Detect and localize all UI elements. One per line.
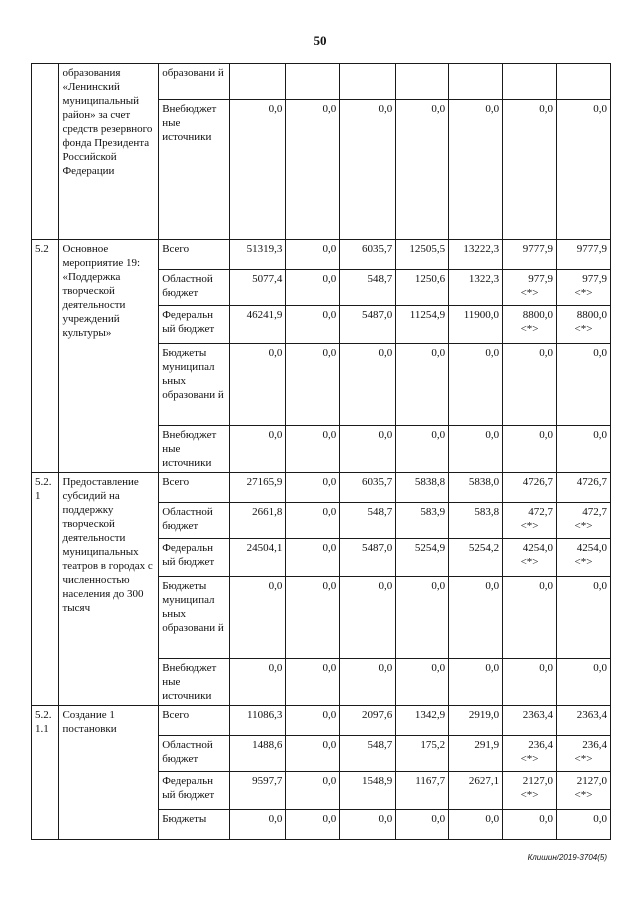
amount-cell [340, 736, 396, 772]
amount-value: 2363,4 [522, 709, 553, 721]
amount-cell [230, 306, 286, 344]
amount-cell [503, 270, 557, 306]
amount-cell [230, 473, 286, 503]
amount-cell [340, 810, 396, 840]
amount-cell [286, 503, 340, 539]
amount-cell [503, 772, 557, 810]
amount-value: 6035,7 [361, 243, 393, 255]
amount-value: 0,0 [378, 813, 393, 825]
amount-value: 0,0 [485, 103, 500, 115]
amount-value: 0,0 [485, 580, 500, 592]
amount-cell [340, 503, 396, 539]
budget-table [31, 63, 611, 840]
amount-cell [503, 64, 557, 100]
footnote-mark: <*> [520, 753, 539, 765]
amount-value: 0,0 [431, 103, 446, 115]
amount-value: 4254,0 [522, 542, 553, 554]
amount-value: 5487,0 [361, 542, 393, 554]
funding-source: Бюджеты [159, 810, 230, 840]
amount-cell [396, 706, 449, 736]
amount-cell [286, 539, 340, 577]
amount-value: 0,0 [539, 347, 553, 359]
amount-cell [340, 659, 396, 706]
funding-source: Областной бюджет [159, 503, 230, 539]
amount-value: 548,7 [367, 273, 393, 285]
footnote-mark: <*> [520, 520, 539, 532]
amount-cell [340, 539, 396, 577]
amount-cell [286, 772, 340, 810]
item-name: Создание 1 постановки [59, 706, 159, 840]
amount-value: 0,0 [378, 580, 393, 592]
amount-value: 0,0 [539, 429, 553, 441]
funding-source: Всего [159, 473, 230, 503]
amount-cell [340, 473, 396, 503]
amount-cell [230, 706, 286, 736]
amount-value: 0,0 [593, 103, 607, 115]
amount-value: 472,7 [582, 506, 607, 518]
amount-value: 0,0 [322, 542, 337, 554]
amount-cell [230, 426, 286, 473]
amount-cell [503, 503, 557, 539]
amount-cell [556, 706, 610, 736]
table-row [32, 240, 611, 270]
amount-cell [396, 473, 449, 503]
amount-cell [340, 344, 396, 426]
amount-cell [286, 706, 340, 736]
amount-cell [396, 240, 449, 270]
amount-cell [503, 344, 557, 426]
amount-value: 0,0 [378, 662, 393, 674]
amount-cell [396, 736, 449, 772]
amount-cell [286, 426, 340, 473]
amount-value: 236,4 [582, 739, 607, 751]
amount-value: 0,0 [485, 347, 500, 359]
amount-value: 583,9 [420, 506, 446, 518]
amount-value: 0,0 [268, 103, 283, 115]
amount-value: 2097,6 [361, 709, 393, 721]
amount-cell [340, 306, 396, 344]
amount-value: 0,0 [431, 662, 446, 674]
amount-value: 1250,6 [414, 273, 446, 285]
amount-value: 0,0 [431, 347, 446, 359]
amount-cell [556, 503, 610, 539]
amount-cell [556, 344, 610, 426]
amount-value: 11254,9 [409, 309, 446, 321]
amount-cell [449, 473, 503, 503]
amount-value: 0,0 [322, 580, 337, 592]
amount-value: 1322,3 [468, 273, 500, 285]
amount-value: 2627,1 [468, 775, 500, 787]
amount-cell [449, 503, 503, 539]
amount-value: 1342,9 [414, 709, 446, 721]
amount-cell [556, 772, 610, 810]
footnote-mark: <*> [574, 789, 593, 801]
footnote-mark: <*> [574, 556, 593, 568]
footnote-mark: <*> [574, 520, 593, 532]
amount-value: 175,2 [420, 739, 446, 751]
amount-cell [286, 659, 340, 706]
amount-value: 0,0 [378, 429, 393, 441]
amount-cell [449, 539, 503, 577]
amount-value: 0,0 [322, 775, 337, 787]
amount-cell [340, 426, 396, 473]
amount-cell [556, 473, 610, 503]
amount-value: 0,0 [322, 309, 337, 321]
amount-cell [230, 64, 286, 100]
amount-value: 5077,4 [252, 273, 283, 285]
amount-cell [503, 240, 557, 270]
amount-cell [503, 706, 557, 736]
amount-cell [286, 306, 340, 344]
amount-value: 0,0 [378, 103, 393, 115]
amount-cell [556, 270, 610, 306]
amount-value: 46241,9 [246, 309, 283, 321]
amount-cell [340, 100, 396, 240]
footnote-mark: <*> [520, 789, 539, 801]
item-number: 5.2. 1.1 [32, 706, 59, 840]
amount-cell [503, 100, 557, 240]
amount-value: 4254,0 [576, 542, 607, 554]
amount-cell [230, 503, 286, 539]
amount-cell [230, 659, 286, 706]
amount-cell [449, 344, 503, 426]
amount-value: 2661,8 [252, 506, 283, 518]
amount-cell [286, 64, 340, 100]
amount-cell [449, 306, 503, 344]
amount-value: 1488,6 [252, 739, 283, 751]
amount-value: 12505,5 [409, 243, 446, 255]
amount-cell [396, 577, 449, 659]
funding-source: Внебюджет ные источники [159, 659, 230, 706]
amount-value: 0,0 [378, 347, 393, 359]
table-body [32, 64, 611, 840]
funding-source: Бюджеты муниципал ьных образовани й [159, 577, 230, 659]
amount-cell [449, 100, 503, 240]
amount-value: 5487,0 [361, 309, 393, 321]
amount-cell [286, 473, 340, 503]
amount-cell [340, 772, 396, 810]
amount-cell [503, 810, 557, 840]
amount-value: 0,0 [322, 273, 337, 285]
amount-cell [340, 64, 396, 100]
footnote-mark: <*> [520, 287, 539, 299]
amount-cell [503, 539, 557, 577]
amount-cell [230, 810, 286, 840]
amount-value: 0,0 [593, 347, 607, 359]
amount-cell [503, 736, 557, 772]
amount-cell [396, 306, 449, 344]
amount-cell [340, 577, 396, 659]
item-number [32, 64, 59, 240]
amount-value: 8800,0 [522, 309, 553, 321]
amount-value: 0,0 [593, 813, 607, 825]
amount-value: 2127,0 [576, 775, 607, 787]
amount-cell [340, 240, 396, 270]
amount-cell [340, 706, 396, 736]
amount-value: 0,0 [322, 506, 337, 518]
amount-value: 4726,7 [576, 476, 607, 488]
amount-value: 8800,0 [576, 309, 607, 321]
amount-cell [396, 659, 449, 706]
amount-value: 0,0 [485, 813, 500, 825]
table-row [32, 473, 611, 503]
amount-value: 1548,9 [361, 775, 393, 787]
amount-cell [503, 659, 557, 706]
amount-value: 5838,0 [468, 476, 500, 488]
amount-value: 4726,7 [522, 476, 553, 488]
amount-value: 236,4 [528, 739, 553, 751]
amount-cell [556, 306, 610, 344]
amount-cell [230, 577, 286, 659]
amount-value: 51319,3 [246, 243, 283, 255]
amount-cell [286, 240, 340, 270]
funding-source: образовани й [159, 64, 230, 100]
amount-cell [556, 100, 610, 240]
amount-cell [286, 344, 340, 426]
funding-source: Внебюджет ные источники [159, 426, 230, 473]
amount-cell [286, 736, 340, 772]
amount-cell [556, 64, 610, 100]
funding-source: Бюджеты муниципал ьных образовани й [159, 344, 230, 426]
amount-cell [286, 577, 340, 659]
amount-cell [230, 772, 286, 810]
amount-value: 0,0 [485, 429, 500, 441]
amount-value: 9777,9 [576, 243, 607, 255]
amount-value: 0,0 [539, 813, 553, 825]
amount-value: 0,0 [322, 476, 337, 488]
amount-cell [230, 736, 286, 772]
amount-value: 9597,7 [252, 775, 283, 787]
amount-value: 0,0 [431, 580, 446, 592]
amount-value: 6035,7 [361, 476, 393, 488]
amount-value: 0,0 [322, 709, 337, 721]
funding-source: Федеральн ый бюджет [159, 772, 230, 810]
amount-value: 2127,0 [522, 775, 553, 787]
amount-cell [286, 810, 340, 840]
item-name: Предоставление субсидий на поддержку творческой деятельности муниципальных театров в городах с численностью населения до 300 тысяч [59, 473, 159, 706]
amount-value: 472,7 [528, 506, 553, 518]
amount-value: 9777,9 [522, 243, 553, 255]
funding-source: Областной бюджет [159, 736, 230, 772]
table-row [32, 706, 611, 736]
funding-source: Всего [159, 706, 230, 736]
amount-cell [556, 240, 610, 270]
amount-value: 0,0 [322, 347, 337, 359]
page-number: 50 [313, 33, 327, 48]
amount-value: 0,0 [539, 580, 553, 592]
amount-cell [396, 426, 449, 473]
amount-value: 0,0 [322, 429, 337, 441]
amount-value: 5254,9 [414, 542, 446, 554]
amount-value: 0,0 [322, 739, 337, 751]
amount-value: 977,9 [528, 273, 553, 285]
table-row [32, 64, 611, 100]
amount-cell [556, 426, 610, 473]
amount-value: 0,0 [485, 662, 500, 674]
footnote-mark: <*> [574, 323, 593, 335]
amount-cell [396, 270, 449, 306]
amount-value: 1167,7 [415, 775, 446, 787]
amount-cell [503, 577, 557, 659]
amount-cell [449, 810, 503, 840]
amount-cell [449, 736, 503, 772]
amount-cell [556, 736, 610, 772]
footnote-mark: <*> [520, 556, 539, 568]
amount-cell [230, 539, 286, 577]
funding-source: Областной бюджет [159, 270, 230, 306]
amount-cell [556, 577, 610, 659]
amount-cell [449, 577, 503, 659]
amount-cell [449, 426, 503, 473]
item-number: 5.2. 1 [32, 473, 59, 706]
amount-value: 2919,0 [468, 709, 500, 721]
item-name: образования «Ленинский муниципальный район» за счет средств резервного фонда Президента Российской Федерации [59, 64, 159, 240]
amount-value: 0,0 [322, 813, 337, 825]
amount-cell [556, 659, 610, 706]
amount-cell [556, 539, 610, 577]
amount-value: 583,8 [474, 506, 500, 518]
amount-cell [503, 426, 557, 473]
amount-cell [286, 100, 340, 240]
amount-cell [503, 306, 557, 344]
footnote-mark: <*> [520, 323, 539, 335]
funding-source: Федеральн ый бюджет [159, 306, 230, 344]
amount-value: 0,0 [593, 662, 607, 674]
funding-source: Внебюджет ные источники [159, 100, 230, 240]
amount-value: 5838,8 [414, 476, 446, 488]
amount-cell [396, 539, 449, 577]
amount-cell [396, 344, 449, 426]
amount-cell [396, 100, 449, 240]
amount-value: 0,0 [539, 103, 553, 115]
amount-value: 11086,3 [247, 709, 283, 721]
amount-value: 0,0 [322, 662, 337, 674]
amount-cell [230, 344, 286, 426]
amount-cell [396, 810, 449, 840]
amount-value: 0,0 [268, 580, 283, 592]
amount-cell [449, 772, 503, 810]
item-number: 5.2 [32, 240, 59, 473]
amount-value: 0,0 [539, 662, 553, 674]
amount-value: 0,0 [431, 813, 446, 825]
amount-cell [230, 240, 286, 270]
amount-cell [449, 64, 503, 100]
amount-cell [230, 100, 286, 240]
amount-cell [396, 772, 449, 810]
footer-code: Клишин/2019-3704(5) [527, 853, 607, 862]
amount-cell [556, 810, 610, 840]
amount-value: 291,9 [474, 739, 500, 751]
amount-value: 0,0 [268, 662, 283, 674]
amount-cell [449, 706, 503, 736]
amount-cell [449, 659, 503, 706]
amount-cell [286, 270, 340, 306]
amount-value: 27165,9 [246, 476, 283, 488]
amount-value: 0,0 [431, 429, 446, 441]
footnote-mark: <*> [574, 287, 593, 299]
amount-cell [396, 503, 449, 539]
amount-cell [340, 270, 396, 306]
amount-value: 0,0 [268, 429, 283, 441]
amount-value: 13222,3 [463, 243, 500, 255]
amount-cell [503, 473, 557, 503]
amount-cell [449, 240, 503, 270]
amount-value: 0,0 [268, 347, 283, 359]
amount-value: 548,7 [367, 506, 393, 518]
amount-cell [230, 270, 286, 306]
amount-value: 0,0 [322, 103, 337, 115]
amount-value: 11900,0 [463, 309, 500, 321]
amount-value: 0,0 [322, 243, 337, 255]
item-name: Основное мероприятие 19: «Поддержка творческой деятельности учреждений культуры» [59, 240, 159, 473]
amount-value: 977,9 [582, 273, 607, 285]
amount-value: 0,0 [593, 429, 607, 441]
amount-value: 2363,4 [576, 709, 607, 721]
funding-source: Всего [159, 240, 230, 270]
amount-cell [449, 270, 503, 306]
amount-value: 5254,2 [468, 542, 500, 554]
amount-value: 0,0 [593, 580, 607, 592]
amount-value: 0,0 [268, 813, 283, 825]
amount-cell [396, 64, 449, 100]
footnote-mark: <*> [574, 753, 593, 765]
funding-source: Федеральн ый бюджет [159, 539, 230, 577]
amount-value: 24504,1 [246, 542, 283, 554]
amount-value: 548,7 [367, 739, 393, 751]
